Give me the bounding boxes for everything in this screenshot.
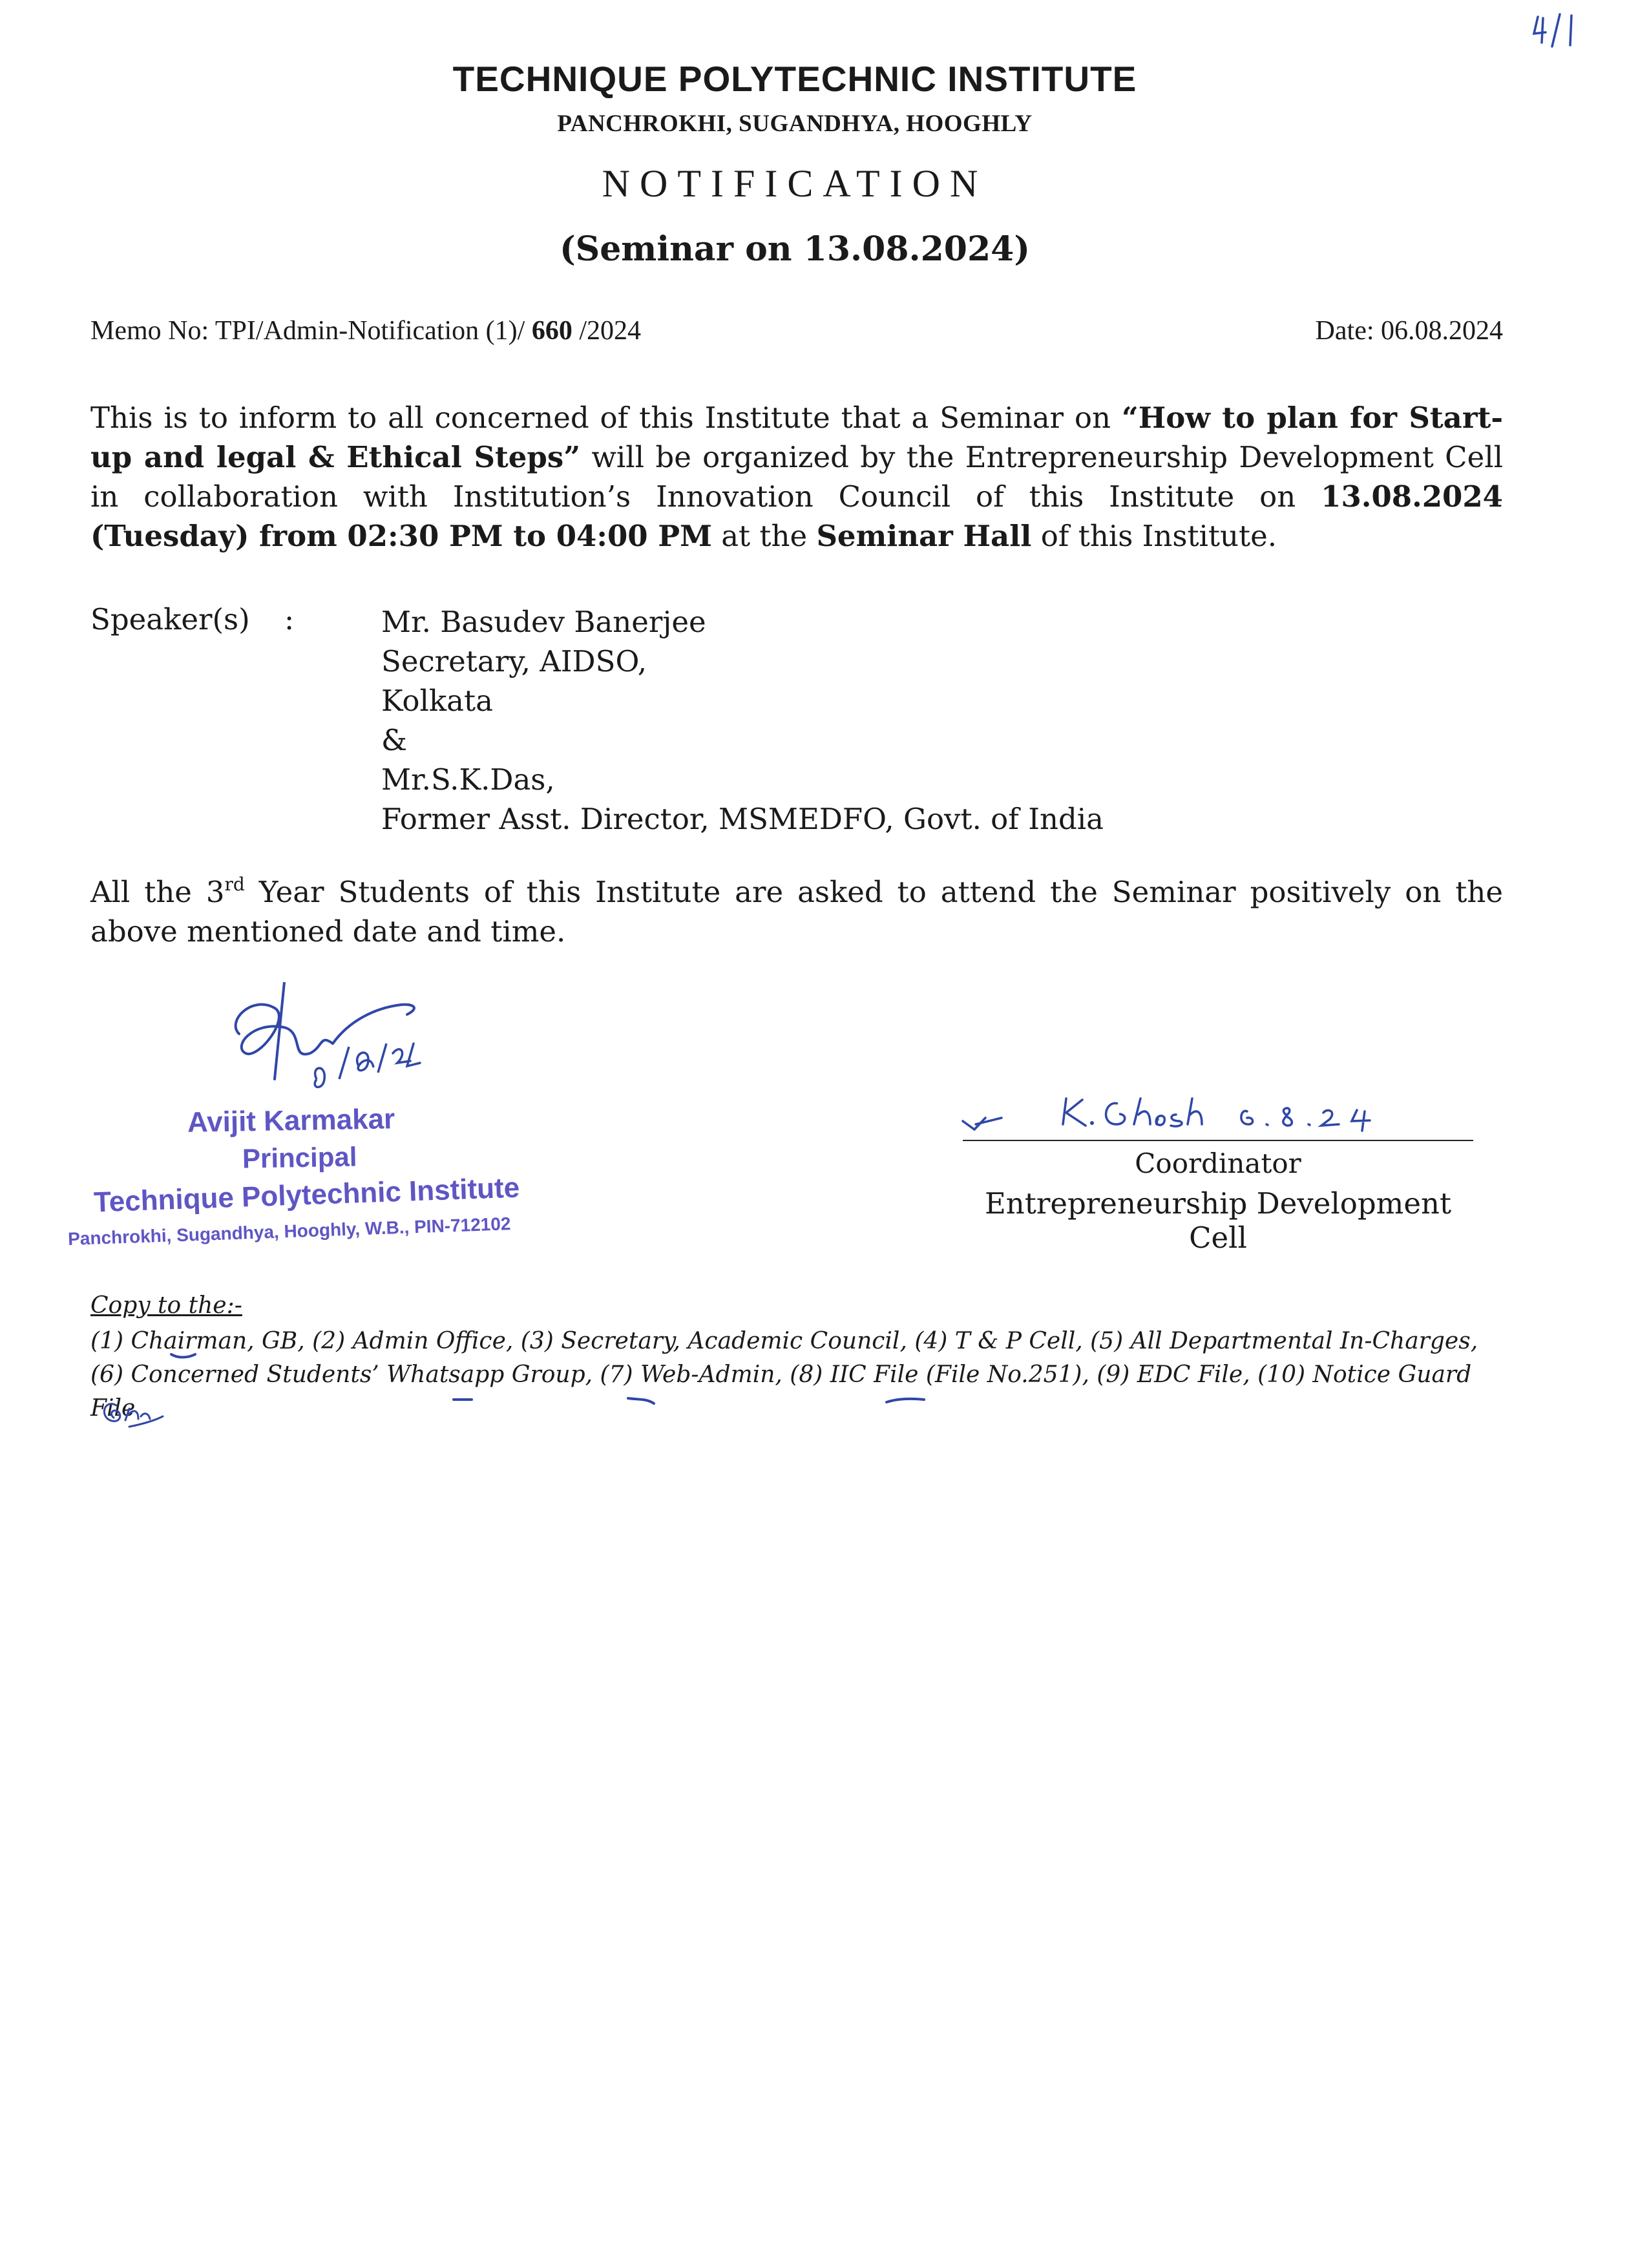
memo-serial: 660 [531,316,572,346]
memo-suffix: /2024 [572,316,641,346]
speakers-label: Speaker(s) [90,602,250,636]
memo-date: Date: 06.08.2024 [1315,316,1503,346]
institute-address: PANCHROKHI, SUGANDHYA, HOOGHLY [557,110,1033,137]
notice-body [90,398,1503,556]
stamp-title: Principal [242,1141,357,1174]
copy-to-heading: Copy to the:- [90,1292,242,1319]
principal-stamp [65,1105,543,1254]
body-text-4: of this Institute. [1031,519,1277,553]
coordinator-signature [956,1086,1473,1137]
stamp-address: Panchrokhi, Sugandhya, Hooghly, W.B., PIN-712102 [67,1213,511,1249]
handwritten-page-mark [1531,9,1590,54]
speaker-line: Kolkata [381,684,493,718]
speaker-line: Mr.S.K.Das, [381,762,555,797]
seminar-topic: “How to plan for Start-up and legal & Ethical Steps” [90,401,1503,474]
attendance-instruction [90,872,1503,951]
coordinator-title: Coordinator [1135,1148,1301,1179]
memo-prefix: Memo No: TPI/Admin-Notification (1)/ [90,316,532,346]
speaker-line: Mr. Basudev Banerjee [381,605,706,639]
memo-number [90,315,641,346]
attendance-text-1: All the 3 [90,875,225,909]
body-text-3: at the [711,519,817,553]
speaker-line: Former Asst. Director, MSMEDFO, Govt. of India [381,802,1104,836]
speaker-line: Secretary, AIDSO, [381,644,647,678]
copy-to-list: (1) Chairman, GB, (2) Admin Office, (3) Secretary, Academic Council, (4) T & P Cell, (5) All Departmental In-Charges, (6) Concerned Students’ Whatsapp Group, (7) Web-Admin, (8) IIC File (File No.251), (9) EDC File, (10) Notice Guard File [90,1328,1478,1422]
seminar-datetime: 13.08.2024 (Tuesday) from 02:30 PM to 04:00 PM [90,479,1503,553]
body-text-2: will be organized by the Entrepreneurship Development Cell in collaboration with Institution’s Innovation Council of this Institute on [90,440,1503,514]
institute-name: TECHNIQUE POLYTECHNIC INSTITUTE [452,59,1137,99]
stamp-name: Avijit Karmakar [187,1103,395,1139]
handwritten-marks [90,1344,1512,1441]
document-subheading: (Seminar on 13.08.2024) [560,229,1030,269]
coordinator-cell: Entrepreneurship Development Cell [984,1186,1452,1255]
document-heading: NOTIFICATION [602,162,988,205]
attendance-text-2: Year Students of this Institute are asked to attend the Seminar positively on the above mentioned date and time. [90,875,1503,949]
principal-signature [213,982,446,1118]
ordinal-suffix: rd [224,874,245,895]
speakers-list [381,602,1104,839]
body-text-1: This is to inform to all concerned of this Institute that a Seminar on [90,401,1122,435]
signature-line [963,1140,1473,1141]
speaker-line: & [381,723,408,757]
stamp-institute: Technique Polytechnic Institute [93,1171,520,1219]
seminar-venue: Seminar Hall [816,519,1032,553]
speakers-colon: : [284,602,295,636]
